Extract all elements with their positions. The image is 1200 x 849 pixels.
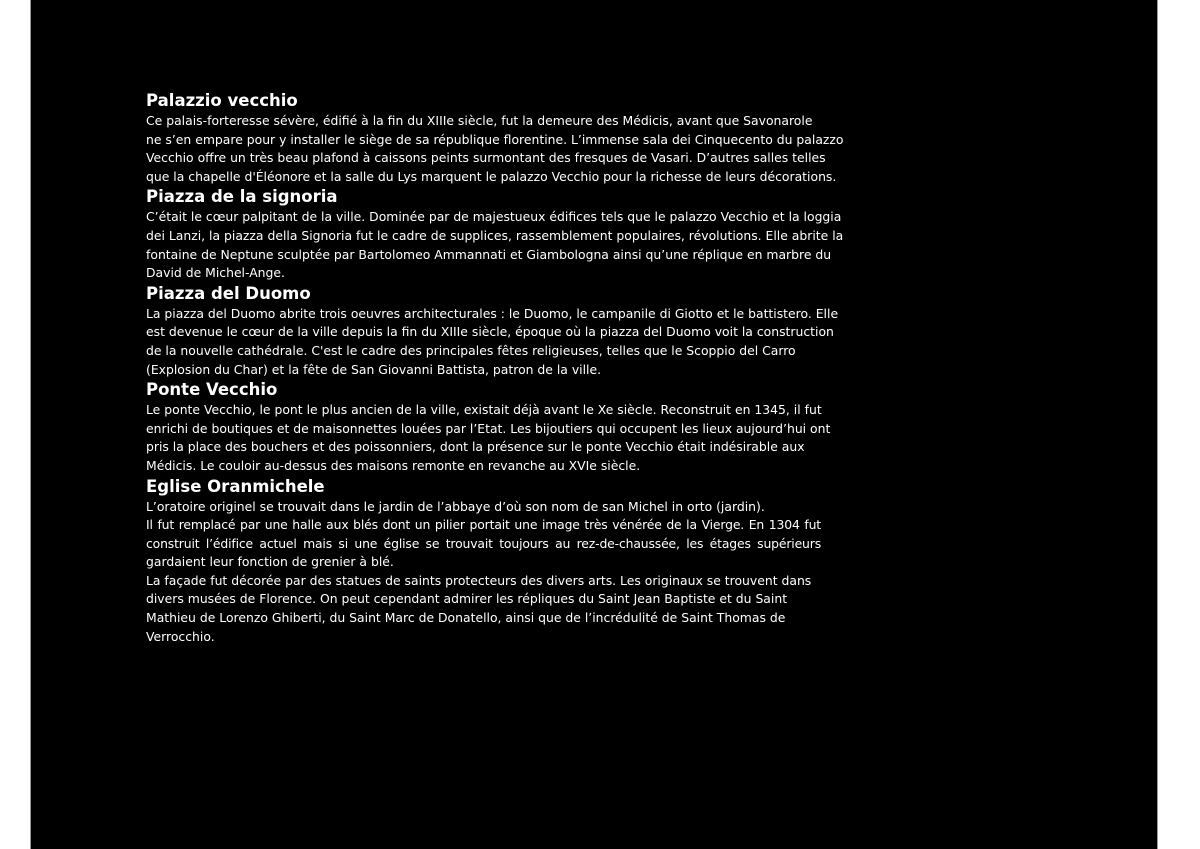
text-line: est devenue le cœur de la ville depuis la fin du XIIIe siècle, époque où la piazza del Duomo voit la construction [146, 324, 834, 340]
paragraph-eglise-oranmichele [146, 498, 821, 647]
text-line: Le ponte Vecchio, le pont le plus ancien de la ville, existait déjà avant le Xe siècle. Reconstruit en 1345, il fut [146, 402, 822, 418]
paragraph-piazza-duomo [146, 305, 839, 379]
text-line: Mathieu de Lorenzo Ghiberti, du Saint Marc de Donatello, ainsi que de l’incrédulité de Saint Thomas de [146, 610, 786, 626]
text-line: (Explosion du Char) et la fête de San Giovanni Battista, patron de la ville. [146, 361, 602, 377]
text-line: C’était le cœur palpitant de la ville. Dominée par de majestueux édifices tels que le palazzo Vecchio et la loggia [146, 209, 842, 225]
text-line: Verrocchio. [146, 628, 215, 644]
heading-piazza-signoria: Piazza de la signoria [146, 187, 338, 207]
text-line: Ce palais-forteresse sévère, édifié à la fin du XIIIe siècle, fut la demeure des Médicis, avant que Savonarole [146, 113, 813, 128]
heading-eglise-oranmichele: Eglise Oranmichele [146, 476, 325, 496]
text-line: construit l’édifice actuel mais si une église se trouvait toujours au rez-de-chaussée, les étages supérieurs [146, 535, 821, 551]
text-line: ne s’en empare pour y installer le siège de sa république florentine. L’immense sala dei Cinquecento du palazzo [146, 131, 844, 147]
text-line: gardaient leur fonction de grenier à blé. [146, 554, 394, 570]
paragraph-ponte-vecchio [146, 401, 831, 475]
text-line: David de Michel-Ange. [146, 265, 285, 281]
heading-palazzio-vecchio: Palazzio vecchio [146, 91, 298, 110]
paragraph-palazzio-vecchio [146, 112, 844, 186]
heading-piazza-duomo: Piazza del Duomo [146, 283, 311, 303]
heading-ponte-vecchio: Ponte Vecchio [146, 380, 278, 400]
text-line: La façade fut décorée par des statues de saints protecteurs des divers arts. Les originaux se trouvent dans [146, 572, 812, 588]
text-line: enrichi de boutiques et de maisonnettes louées par l’Etat. Les bijoutiers qui occupent les lieux aujourd’hui ont [146, 420, 831, 436]
text-line: dei Lanzi, la piazza della Signoria fut le cadre de supplices, rassemblement populaires, révolutions. Elle abrite la [146, 227, 844, 243]
document-page [30, 0, 1158, 849]
text-line: que la chapelle d'Éléonore et la salle du Lys marquent le palazzo Vecchio pour la richesse de leurs décorations. [146, 168, 837, 184]
document-content [146, 90, 844, 646]
paragraph-piazza-signoria [146, 208, 844, 282]
text-line: Il fut remplacé par une halle aux blés dont un pilier portait une image très vénérée de la Vierge. En 1304 fut [146, 517, 821, 533]
text-line: de la nouvelle cathédrale. C'est le cadre des principales fêtes religieuses, telles que le Scoppio del Carro [146, 342, 796, 358]
text-line: L’oratoire originel se trouvait dans le jardin de l’abbaye d’où son nom de san Michel in orto (jardin). [146, 498, 765, 514]
text-line: Médicis. Le couloir au-dessus des maisons remonte en revanche au XVIe siècle. [146, 457, 641, 473]
text-line: La piazza del Duomo abrite trois oeuvres architecturales : le Duomo, le campanile di Giotto et le battistero. Elle [146, 305, 839, 321]
text-line: Vecchio offre un très beau plafond à caissons peints surmontant des fresques de Vasari. D’autres salles telles [146, 150, 826, 166]
text-line: pris la place des bouchers et des poissonniers, dont la présence sur le ponte Vecchio était indésirable aux [146, 439, 805, 455]
text-line: divers musées de Florence. On peut cependant admirer les répliques du Saint Jean Baptiste et du Saint [146, 591, 788, 607]
text-line: fontaine de Neptune sculptée par Bartolomeo Ammannati et Giambologna ainsi qu’une réplique en marbre du [146, 246, 832, 262]
